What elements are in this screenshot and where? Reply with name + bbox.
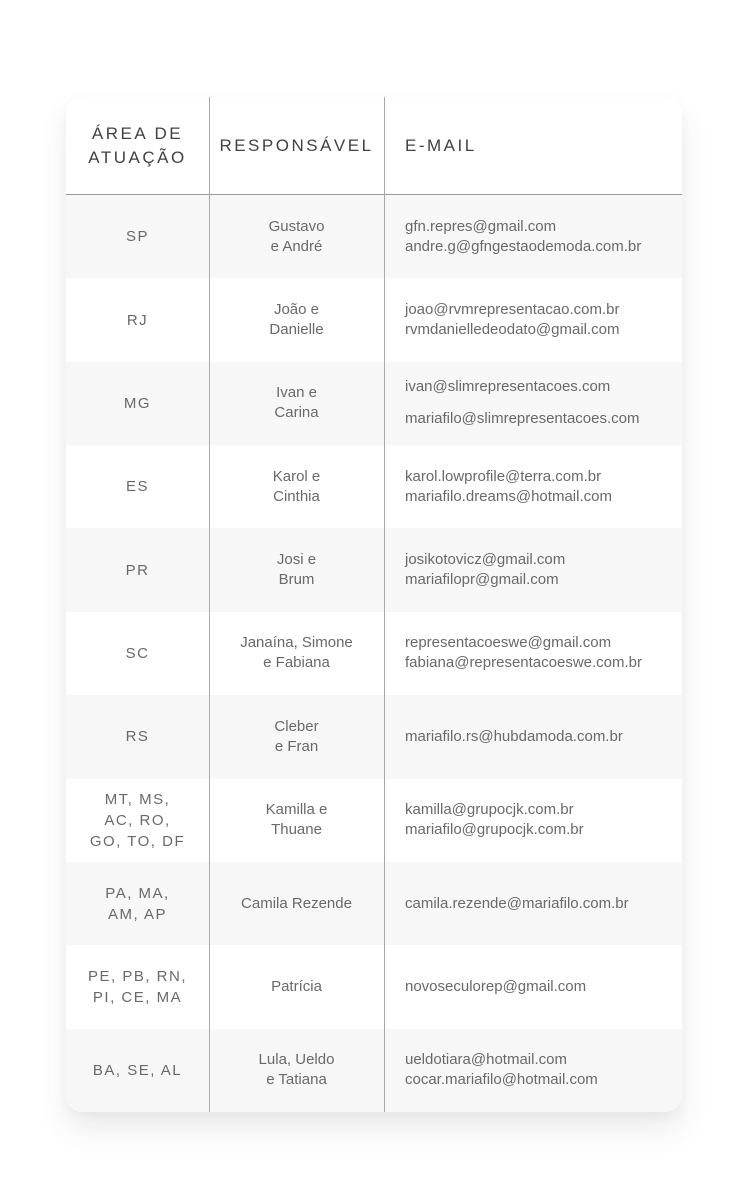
email-cell-line: karol.lowprofile@terra.com.br xyxy=(405,467,602,485)
area-cell-line: PI, CE, MA xyxy=(92,988,183,1006)
responsavel-cell xyxy=(209,977,384,997)
table-row xyxy=(66,945,682,1028)
responsavel-cell-line: Kamilla e xyxy=(265,801,328,819)
column-header-area-de-atuacao: ÁREA DE ATUAÇÃO xyxy=(88,123,187,167)
table-row xyxy=(66,278,682,361)
email-cell xyxy=(384,894,682,914)
column-divider-1 xyxy=(209,97,210,1112)
responsavel-cell-line: Thuane xyxy=(271,821,322,839)
email-cell-line: fabiana@representacoeswe.com.br xyxy=(405,654,643,672)
email-cell-line: cocar.mariafilo@hotmail.com xyxy=(405,1071,598,1089)
email-cell xyxy=(384,467,682,507)
email-cell-line: andre.g@gfngestaodemoda.com.br xyxy=(405,237,642,255)
contacts-table-card xyxy=(66,97,682,1112)
email-cell xyxy=(384,977,682,997)
responsavel-cell xyxy=(209,633,384,673)
area-cell xyxy=(66,393,209,414)
responsavel-cell-line: Karol e xyxy=(272,467,321,485)
email-cell xyxy=(384,727,682,747)
column-divider-2 xyxy=(384,97,385,1112)
table-row xyxy=(66,195,682,278)
area-cell xyxy=(66,966,209,1008)
area-cell-line: RJ xyxy=(126,311,149,329)
area-cell-line: PA, MA, xyxy=(105,884,170,902)
responsavel-cell xyxy=(209,300,384,340)
responsavel-cell-line: e André xyxy=(270,237,323,255)
table-row xyxy=(66,779,682,862)
email-cell xyxy=(384,300,682,340)
area-cell-line: RS xyxy=(125,728,150,746)
email-cell-line: camila.rezende@mariafilo.com.br xyxy=(405,894,629,912)
table-row xyxy=(66,445,682,528)
responsavel-cell xyxy=(209,894,384,914)
email-cell-line: mariafilo@grupocjk.com.br xyxy=(405,821,584,839)
email-cell xyxy=(384,1050,682,1090)
area-cell-line: BA, SE, AL xyxy=(92,1061,183,1079)
column-header-email: E-MAIL xyxy=(405,135,477,155)
email-cell-line: mariafilopr@gmail.com xyxy=(405,571,559,589)
responsavel-cell-line: João e xyxy=(273,301,320,319)
responsavel-cell-line: Janaína, Simone xyxy=(240,634,353,652)
area-cell xyxy=(66,726,209,747)
area-cell xyxy=(66,226,209,247)
email-cell-line: gfn.repres@gmail.com xyxy=(405,217,557,235)
email-cell-line: novoseculorep@gmail.com xyxy=(405,977,587,995)
area-cell-line: MT, MS, xyxy=(104,790,171,808)
responsavel-cell xyxy=(209,217,384,257)
table-row xyxy=(66,1029,682,1112)
responsavel-cell-line: Camila Rezende xyxy=(241,894,352,912)
table-header-row xyxy=(66,97,682,195)
responsavel-cell xyxy=(209,467,384,507)
responsavel-cell xyxy=(209,800,384,840)
area-cell xyxy=(66,560,209,581)
area-cell xyxy=(66,1060,209,1081)
area-cell-line: AC, RO, xyxy=(104,811,171,829)
area-cell-line: SC xyxy=(125,644,150,662)
email-cell-line: ueldotiara@hotmail.com xyxy=(405,1051,567,1069)
email-cell xyxy=(384,550,682,590)
area-cell-line: PE, PB, RN, xyxy=(87,967,188,985)
responsavel-cell xyxy=(209,383,384,423)
email-cell-line: mariafilo.rs@hubdamoda.com.br xyxy=(405,727,623,745)
email-cell-line: josikotovicz@gmail.com xyxy=(405,551,566,569)
responsavel-cell xyxy=(209,550,384,590)
responsavel-cell-line: Ivan e xyxy=(276,384,317,402)
table-body xyxy=(66,195,682,1112)
area-cell-line: MG xyxy=(123,394,152,412)
area-cell-line: GO, TO, DF xyxy=(89,832,186,850)
responsavel-cell-line: Josi e xyxy=(276,551,317,569)
table-row xyxy=(66,862,682,945)
area-cell-line: PR xyxy=(125,561,150,579)
table-row xyxy=(66,695,682,778)
responsavel-cell-line: Carina xyxy=(274,404,319,422)
responsavel-cell-line: Brum xyxy=(278,571,315,589)
responsavel-cell-line: Patrícia xyxy=(271,977,322,995)
responsavel-cell-line: e Fabiana xyxy=(263,654,330,672)
table-row xyxy=(66,612,682,695)
table-row xyxy=(66,362,682,445)
email-cell xyxy=(384,800,682,840)
area-cell xyxy=(66,476,209,497)
responsavel-cell-line: e Tatiana xyxy=(266,1071,327,1089)
responsavel-cell xyxy=(209,1050,384,1090)
column-header-responsavel: RESPONSÁVEL xyxy=(219,135,374,155)
responsavel-cell-line: Cinthia xyxy=(273,487,320,505)
email-cell-line: ivan@slimrepresentacoes.com xyxy=(405,378,611,396)
area-cell-line: AM, AP xyxy=(107,905,168,923)
area-cell xyxy=(66,643,209,664)
responsavel-cell-line: Lula, Ueldo xyxy=(258,1051,335,1069)
responsavel-cell-line: Danielle xyxy=(269,321,324,339)
area-cell xyxy=(66,883,209,925)
email-cell xyxy=(384,217,682,257)
email-cell-line: mariafilo.dreams@hotmail.com xyxy=(405,487,612,505)
responsavel-cell-line: e Fran xyxy=(274,737,319,755)
email-cell xyxy=(384,633,682,673)
table-row xyxy=(66,528,682,611)
email-cell xyxy=(384,377,682,429)
email-cell-line: joao@rvmrepresentacao.com.br xyxy=(405,301,620,319)
area-cell-line: SP xyxy=(125,228,149,246)
area-cell xyxy=(66,789,209,852)
email-cell-line: mariafilo@slimrepresentacoes.com xyxy=(405,410,640,428)
email-cell-line: rvmdanielledeodato@gmail.com xyxy=(405,321,620,339)
area-cell xyxy=(66,310,209,331)
email-cell-line: representacoeswe@gmail.com xyxy=(405,634,612,652)
email-cell-line: kamilla@grupocjk.com.br xyxy=(405,801,574,819)
area-cell-line: ES xyxy=(125,478,149,496)
responsavel-cell-line: Cleber xyxy=(274,717,319,735)
responsavel-cell-line: Gustavo xyxy=(268,217,325,235)
responsavel-cell xyxy=(209,717,384,757)
